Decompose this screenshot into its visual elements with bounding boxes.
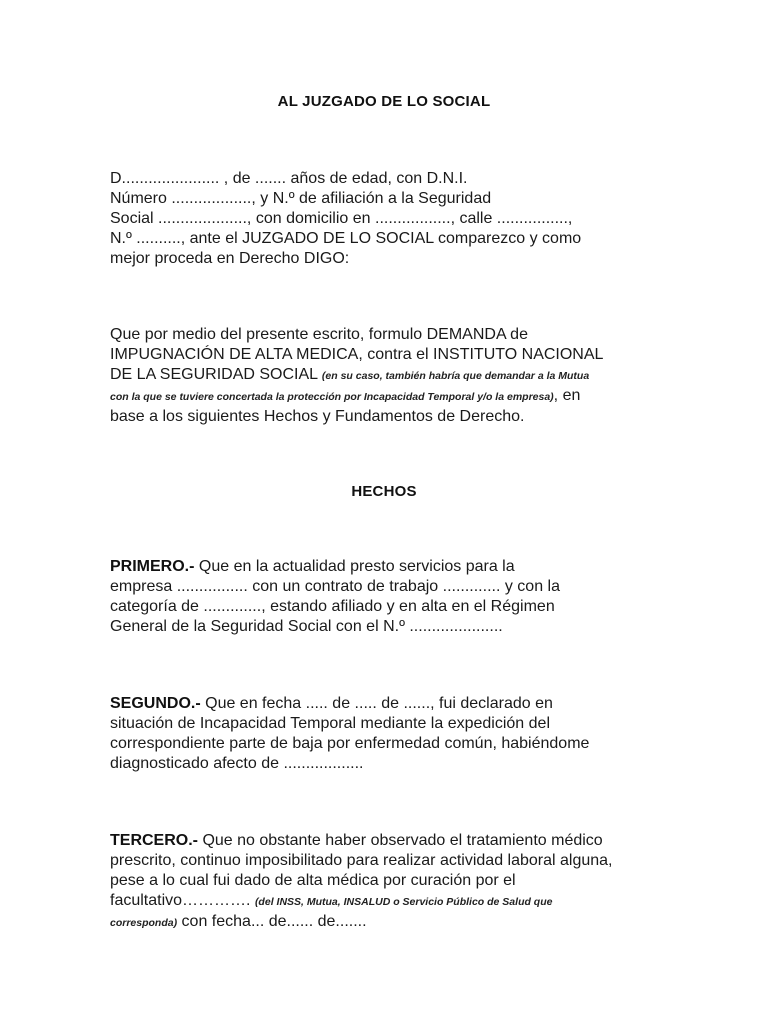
intro-line: Número .................., y N.º de afiliación a la Seguridad xyxy=(110,190,492,207)
section-title-hechos: HECHOS xyxy=(351,483,417,500)
claim-line: base a los siguientes Hechos y Fundamentos de Derecho. xyxy=(110,408,525,425)
fact-line: categoría de ............., estando afiliado y en alta en el Régimen xyxy=(110,598,555,615)
document-title: AL JUZGADO DE LO SOCIAL xyxy=(277,93,491,110)
fact-text: Que en fecha ..... de ..... de ......, fui declarado en xyxy=(200,695,553,712)
fact-line: General de la Seguridad Social con el N.º ..................... xyxy=(110,618,503,635)
fact-line: pese a lo cual fui dado de alta médica por curación por el xyxy=(110,872,516,889)
claim-line: Que por medio del presente escrito, formulo DEMANDA de xyxy=(110,326,528,343)
fact-text: Que en la actualidad presto servicios para la xyxy=(194,558,515,575)
fact-text: con fecha... de...... de....... xyxy=(177,913,367,930)
fact-label: PRIMERO.- xyxy=(110,558,195,575)
fact-label: TERCERO.- xyxy=(110,832,198,849)
fact-line: correspondiente parte de baja por enfermedad común, habiéndome xyxy=(110,735,590,752)
fact-line xyxy=(110,557,670,577)
claim-paragraph xyxy=(110,325,670,427)
fact-note: (del INSS, Mutua, INSALUD o Servicio Público de Salud que xyxy=(254,896,553,908)
intro-line: N.º .........., ante el JUZGADO DE LO SOCIAL comparezco y como xyxy=(110,230,582,247)
claim-line xyxy=(110,365,670,386)
claim-text: , en xyxy=(553,387,581,404)
fact-tercero xyxy=(110,831,670,933)
intro-paragraph xyxy=(110,169,670,269)
fact-text: Que no obstante haber observado el tratamiento médico xyxy=(198,832,603,849)
claim-line xyxy=(110,386,670,407)
fact-note: corresponda) xyxy=(110,917,178,929)
intro-line: mejor proceda en Derecho DIGO: xyxy=(110,250,350,267)
claim-note: con la que se tuviere concertada la protección por Incapacidad Temporal y/o la empresa) xyxy=(110,391,554,403)
fact-line: prescrito, continuo imposibilitado para realizar actividad laboral alguna, xyxy=(110,852,613,869)
fact-line xyxy=(110,831,670,851)
fact-line: empresa ................ con un contrato de trabajo ............. y con la xyxy=(110,578,560,595)
fact-segundo xyxy=(110,694,670,774)
intro-line: D...................... , de ....... años de edad, con D.N.I. xyxy=(110,170,468,187)
claim-text: DE LA SEGURIDAD SOCIAL xyxy=(110,366,322,383)
fact-line: situación de Incapacidad Temporal mediante la expedición del xyxy=(110,715,550,732)
fact-line xyxy=(110,694,670,714)
fact-line xyxy=(110,891,670,912)
fact-text: facultativo…………. xyxy=(110,892,255,909)
fact-line: diagnosticado afecto de .................. xyxy=(110,755,364,772)
fact-line xyxy=(110,912,670,933)
fact-primero xyxy=(110,557,670,637)
claim-note: (en su caso, también habría que demandar a la Mutua xyxy=(321,370,590,382)
claim-line: IMPUGNACIÓN DE ALTA MEDICA, contra el INSTITUTO NACIONAL xyxy=(110,346,604,363)
intro-line: Social ...................., con domicilio en ................., calle ................, xyxy=(110,210,573,227)
fact-label: SEGUNDO.- xyxy=(110,695,201,712)
